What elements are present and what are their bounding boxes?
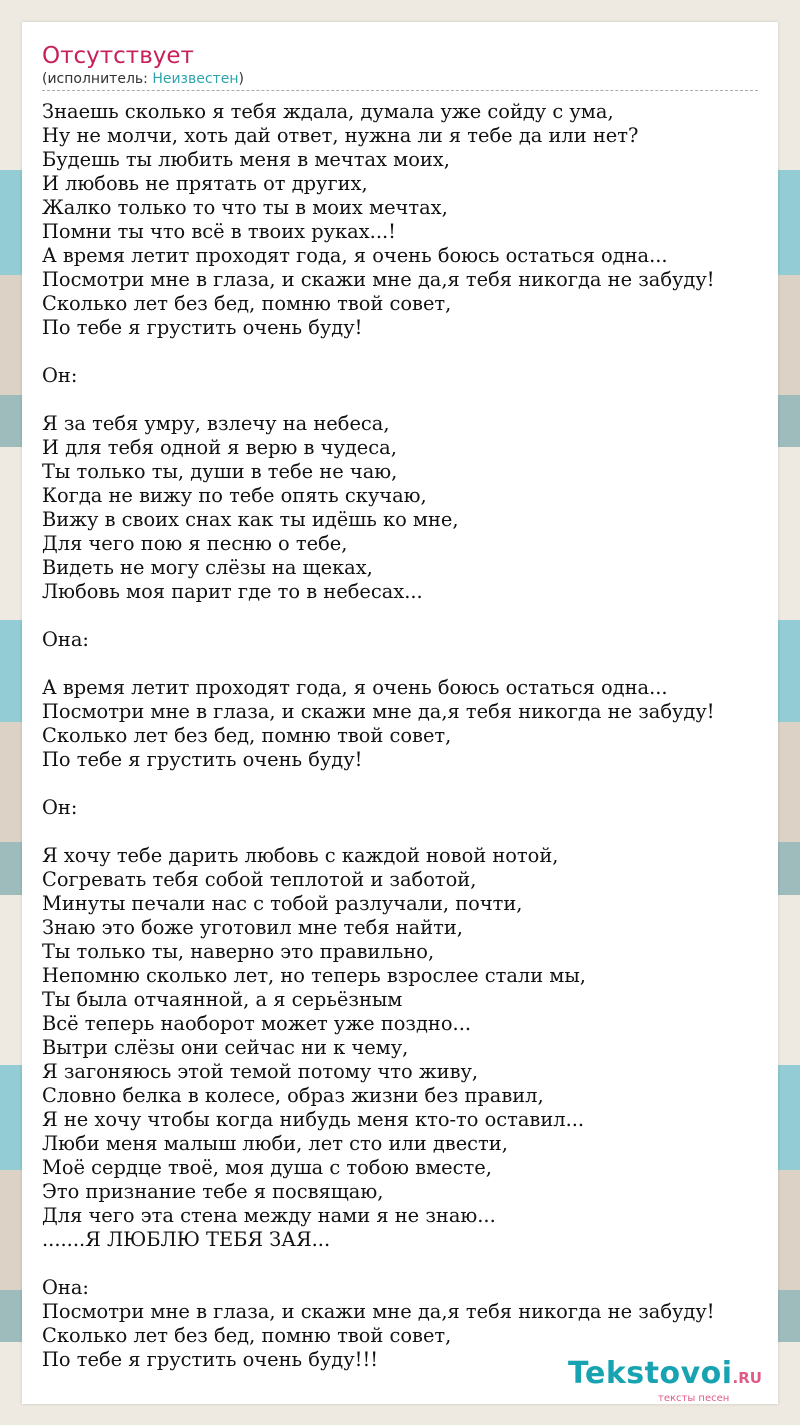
lyrics-text: Знаешь сколько я тебя ждала, думала уже сойду с ума, Ну не молчи, хоть дай ответ, нужна ли я тебе да или нет? Будешь ты любить меня в мечтах моих, И любовь не прятать от других, Жалко только то что ты в моих мечтах, Помни ты что всё в твоих руках...! А время летит проходят года, я очень боюсь остаться одна... Посмотри мне в глаза, и скажи мне да,я тебя никогда не забуду! Сколько лет без бед, помню твой совет, По тебе я грустить очень буду! Он: Я за тебя умру, взлечу на небеса, И для тебя одной я верю в чудеса, Ты только ты, души в тебе не чаю, Когда не вижу по тебе опять скучаю, Вижу в своих снах как ты идёшь ко мне, Для чего пою я песню о тебе, Видеть не могу слёзы на щеках, Любовь моя парит где то в небесах... Она: А время летит проходят года, я очень боюсь остаться одна... Посмотри мне в глаза, и скажи мне да,я тебя никогда не забуду! Сколько лет без бед, помню твой совет, По тебе я грустить очень буду! Он: Я хочу тебе дарить любовь с каждой новой нотой, Согревать тебя собой теплотой и заботой, Минуты печали нас с тобой разлучали, почти, Знаю это боже уготовил мне тебя найти, Ты только ты, наверно это правильно, Непомню сколько лет, но теперь взрослее стали мы, Ты была отчаянной, а я серьёзным Всё теперь наоборот может уже поздно... Вытри слёзы они сейчас ни к чему, Я загоняюсь этой темой потому что живу, Словно белка в колесе, образ жизни без правил, Я не хочу чтобы когда нибудь меня кто-то оставил... Люби меня малыш люби, лет сто или двести, Моё сердце твоё, моя душа с тобою вместе, Это признание тебе я посвящаю, Для чего эта стена между нами я не знаю... .......Я ЛЮБЛЮ ТЕБЯ ЗАЯ... Она: Посмотри мне в глаза, и скажи мне да,я тебя никогда не забуду! Сколько лет без бед, помню твой совет, По тебе я грустить очень буду!!!: [42, 100, 715, 1371]
logo-tagline: тексты песен: [658, 1393, 730, 1404]
logo-wordmark: [568, 1358, 778, 1394]
site-logo[interactable]: [568, 1358, 778, 1404]
artist-line: [42, 71, 244, 87]
logo-tld: .RU: [732, 1369, 762, 1387]
logo-name: Tekstovoi: [568, 1356, 733, 1391]
artist-link[interactable]: Неизвестен: [152, 71, 239, 87]
divider: [42, 90, 758, 91]
lyrics-card: [22, 22, 778, 1404]
song-title: Отсутствует: [42, 43, 194, 69]
artist-suffix: ): [238, 71, 244, 87]
artist-prefix: (исполнитель:: [42, 71, 153, 87]
